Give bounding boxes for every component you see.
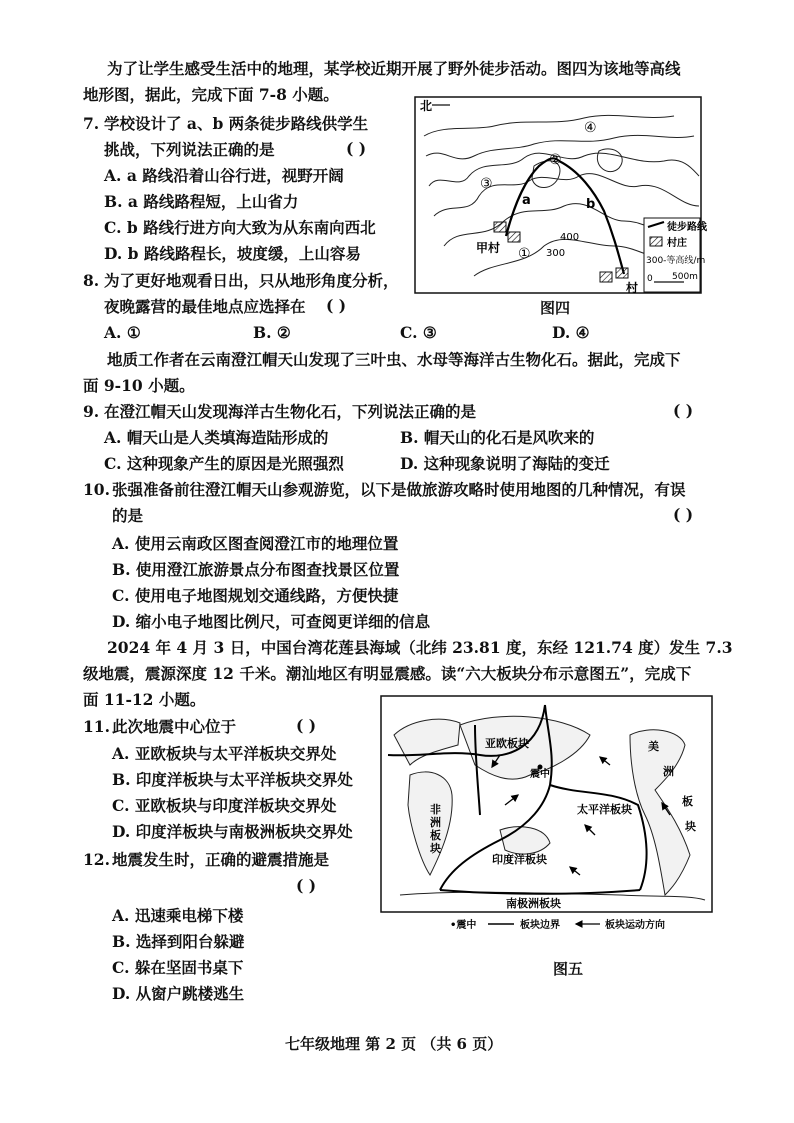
option-b: B. 印度洋板块与太平洋板块交界处 — [112, 770, 353, 789]
option-c: C. ③ — [400, 323, 437, 342]
plate-label: 印度洋板块 — [492, 853, 547, 866]
question-stem: 夜晚露营的最佳地点应选择在 — [104, 297, 306, 316]
point-label: ② — [549, 152, 562, 168]
question-stem: 挑战，下列说法正确的是 — [104, 140, 275, 159]
option-a: A. 亚欧板块与太平洋板块交界处 — [112, 744, 337, 763]
route-label: a — [522, 193, 531, 208]
question-stem: 学校设计了 a、b 两条徒步路线供学生 — [104, 114, 369, 133]
village-icon — [616, 268, 628, 278]
point-label: ① — [518, 246, 531, 262]
option-b: B. ② — [253, 323, 291, 342]
legend-route: 徒步路线 — [667, 222, 707, 233]
legend-quake: •震中 — [450, 920, 477, 931]
answer-blank: ( ) — [346, 139, 367, 158]
plate-label: 板 — [682, 795, 693, 808]
question-number: 9. — [83, 402, 100, 421]
village-label: 甲村 — [476, 241, 501, 255]
plate-map — [380, 695, 713, 935]
option-d: D. 缩小电子地图比例尺，可查阅更详细的信息 — [112, 612, 431, 631]
page-footer: 七年级地理 第 2 页 （共 6 页） — [285, 1035, 503, 1053]
intro-text: 级地震，震源深度 12 千米。潮汕地区有明显震感。读“六大板块分布示意图五”，完成下 — [83, 664, 692, 683]
legend-contour: 300-等高线/m — [646, 256, 706, 266]
legend-motion: 板块运动方向 — [605, 920, 665, 931]
figure-caption: 图四 — [540, 299, 571, 317]
question-stem: 此次地震中心位于 — [112, 717, 237, 736]
option-a: A. 帽天山是人类填海造陆形成的 — [104, 428, 329, 447]
answer-blank: ( ) — [296, 716, 317, 735]
plate-label: 太平洋板块 — [577, 803, 632, 816]
answer-blank: ( ) — [296, 876, 317, 895]
question-stem: 地震发生时，正确的避震措施是 — [112, 850, 330, 869]
village-icon — [508, 232, 520, 242]
legend-scale: 500m — [672, 272, 698, 282]
option-a: A. 使用云南政区图查阅澄江市的地理位置 — [112, 534, 399, 553]
option-c: C. 亚欧板块与印度洋板块交界处 — [112, 796, 337, 815]
option-b: B. 帽天山的化石是风吹来的 — [400, 428, 595, 447]
village-icon — [600, 272, 612, 282]
point-label: ④ — [584, 120, 597, 136]
option-a: A. 迅速乘电梯下楼 — [112, 906, 244, 925]
route-label: b — [586, 197, 596, 212]
intro-text: 为了让学生感受生活中的地理，某学校近期开展了野外徒步活动。图四为该地等高线 — [107, 59, 681, 78]
answer-blank: ( ) — [673, 505, 694, 524]
plate-label: 美 — [648, 740, 659, 753]
option-c: C. b 路线行进方向大致为从东南向西北 — [104, 218, 376, 237]
option-a: A. ① — [104, 323, 141, 342]
legend-village: 村庄 — [667, 238, 687, 249]
intro-text: 面 11-12 小题。 — [83, 690, 206, 709]
option-d: D. 印度洋板块与南极洲板块交界处 — [112, 822, 353, 841]
village-legend-icon — [650, 237, 662, 246]
question-number: 12. — [83, 850, 110, 869]
contour-label: 300 — [546, 248, 566, 259]
option-b: B. a 路线路程短，上山省力 — [104, 192, 299, 211]
contour-label: 400 — [560, 232, 580, 243]
intro-text: 地质工作者在云南澄江帽天山发现了三叶虫、水母等海洋古生物化石。据此，完成下 — [107, 350, 681, 369]
village-icon — [494, 222, 506, 232]
legend-zero: 0 — [647, 274, 653, 284]
option-c: C. 躲在坚固书桌下 — [112, 958, 244, 977]
option-c: C. 使用电子地图规划交通线路，方便快捷 — [112, 586, 399, 605]
plate-label: 洲 — [430, 816, 441, 829]
question-number: 11. — [83, 717, 110, 736]
option-d: D. ④ — [552, 323, 590, 342]
option-d: D. 这种现象说明了海陆的变迁 — [400, 454, 610, 473]
question-stem: 的是 — [112, 506, 144, 525]
question-number: 8. — [83, 271, 100, 290]
plate-label: 南极洲板块 — [506, 897, 561, 910]
figure-caption: 图五 — [553, 960, 584, 978]
contour-map — [414, 96, 707, 295]
option-a: A. a 路线沿着山谷行进，视野开阔 — [104, 166, 344, 185]
plate-label: 亚欧板块 — [485, 737, 529, 750]
legend-boundary: 板块边界 — [520, 920, 560, 931]
intro-text: 地形图，据此，完成下面 7-8 小题。 — [83, 85, 339, 104]
question-number: 7. — [83, 114, 100, 133]
epicenter-label: 震中 — [530, 769, 550, 780]
question-stem: 在澄江帽天山发现海洋古生物化石，下列说法正确的是 — [104, 402, 477, 421]
option-b: B. 选择到阳台躲避 — [112, 932, 245, 951]
plate-label: 块 — [685, 820, 696, 833]
option-b: B. 使用澄江旅游景点分布图查找景区位置 — [112, 560, 400, 579]
question-stem: 为了更好地观看日出，只从地形角度分析， — [104, 271, 399, 290]
plate-label: 板 — [430, 829, 441, 842]
intro-text: 2024 年 4 月 3 日，中国台湾花莲县海域（北纬 23.81 度，东经 121.74 度）发生 7.3 — [107, 638, 733, 657]
plate-label: 块 — [430, 842, 441, 855]
north-label: 北 — [420, 99, 433, 113]
answer-blank: ( ) — [673, 401, 694, 420]
question-stem: 张强准备前往澄江帽天山参观游览，以下是做旅游攻略时使用地图的几种情况，有误 — [112, 480, 686, 499]
question-number: 10. — [83, 480, 110, 499]
answer-blank: ( ) — [326, 296, 347, 315]
point-label: ③ — [480, 176, 493, 192]
option-d: D. 从窗户跳楼逃生 — [112, 984, 245, 1003]
plate-label: 非 — [430, 803, 441, 816]
plate-label: 洲 — [663, 765, 674, 778]
option-d: D. b 路线路程长，坡度缓，上山容易 — [104, 244, 361, 263]
intro-text: 面 9-10 小题。 — [83, 376, 195, 395]
village-label: 村 — [626, 281, 639, 295]
option-c: C. 这种现象产生的原因是光照强烈 — [104, 454, 344, 473]
